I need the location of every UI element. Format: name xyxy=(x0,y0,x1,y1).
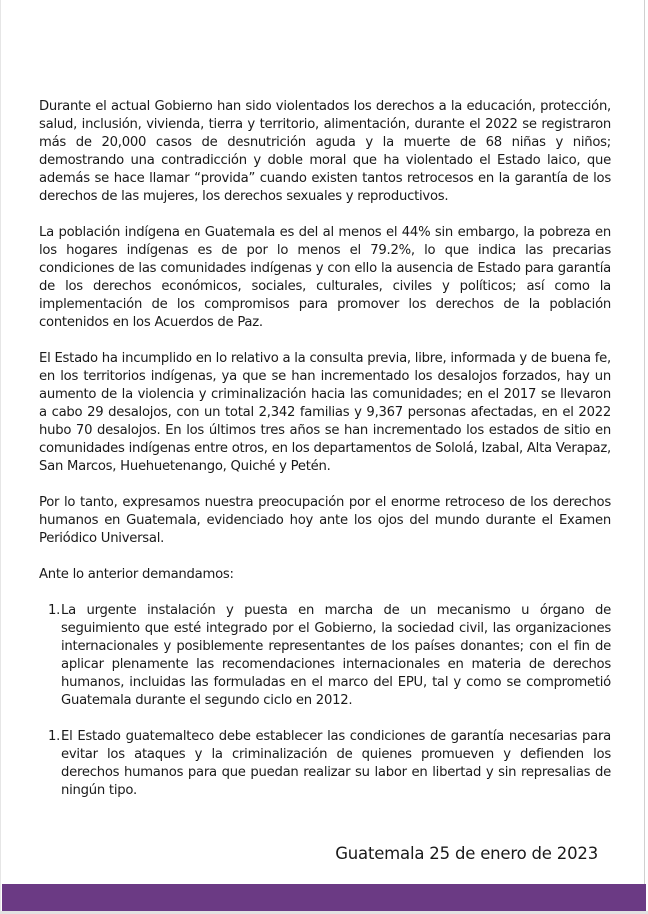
date-line: Guatemala 25 de enero de 2023 xyxy=(335,844,598,863)
demand-text: El Estado guatemalteco debe establecer las condiciones de garantía necesarias para evitar los ataques y la criminalización de quienes promueven y defienden los derechos humanos para que puedan realizar su labor en libertad y sin represalias de ningún tipo. xyxy=(61,729,611,798)
demand-number: 1. xyxy=(48,729,61,744)
paragraph-indigenous-population: La población indígena en Guatemala es del al menos el 44% sin embargo, la pobreza en los hogares indígenas es de por lo menos el 79.2%, lo que indica las precarias condiciones de las comunidades indígenas y con ello la ausencia de Estado para garantía de los derechos económicos, sociales, culturales, civiles y políticos; así como la implementación de los compromisos para promover los derechos de la población contenidos en los Acuerdos de Paz. xyxy=(39,225,611,330)
footer-color-bar xyxy=(2,884,646,911)
demand-text: La urgente instalación y puesta en marcha de un mecanismo u órgano de seguimiento que esté integrado por el Gobierno, la sociedad civil, las organizaciones internacionales y posiblemente representantes de los países donantes; con el fin de aplicar plenamente las recomendaciones internacionales en materia de derechos humanos, incluidas las formuladas en el marco del EPU, tal y como se comprometió Guatemala durante el segundo ciclo en 2012. xyxy=(61,603,611,708)
paragraph-evictions: El Estado ha incumplido en lo relativo a la consulta previa, libre, informada y de buena fe, en los territorios indígenas, ya que se han incrementado los desalojos forzados, hay un aumento de la violencia y criminalización hacia las comunidades; en el 2017 se llevaron a cabo 29 desalojos, con un total 2,342 familias y 9,367 personas afectadas, en el 2022 hubo 70 desalojos. En los últimos tres años se han incrementado los estados de sitio en comunidades indígenas entre otros, en los departamentos de Sololá, Izabal, Alta Verapaz, San Marcos, Huehuetenango, Quiché y Petén. xyxy=(39,351,611,474)
paragraph-concern: Por lo tanto, expresamos nuestra preocupación por el enorme retroceso de los derechos humanos en Guatemala, evidenciado hoy ante los ojos del mundo durante el Examen Periódico Universal. xyxy=(39,495,611,546)
demand-number: 1. xyxy=(48,603,61,618)
demand-item xyxy=(39,602,611,710)
document-body xyxy=(39,98,611,818)
paragraph-education-rights: Durante el actual Gobierno han sido violentados los derechos a la educación, protección, salud, inclusión, vivienda, tierra y territorio, alimentación, durante el 2022 se registraron más de 20,000 casos de desnutrición aguda y la muerte de 68 niñas y niños; demostrando una contradicción y doble moral que ha violentado el Estado laico, que además se hace llamar “provida” cuando existen tantos retrocesos en la garantía de los derechos de las mujeres, los derechos sexuales y reproductivos. xyxy=(39,99,611,204)
demands-list xyxy=(39,602,611,800)
demand-item xyxy=(39,728,611,800)
paragraph-demands-intro: Ante lo anterior demandamos: xyxy=(39,567,234,582)
